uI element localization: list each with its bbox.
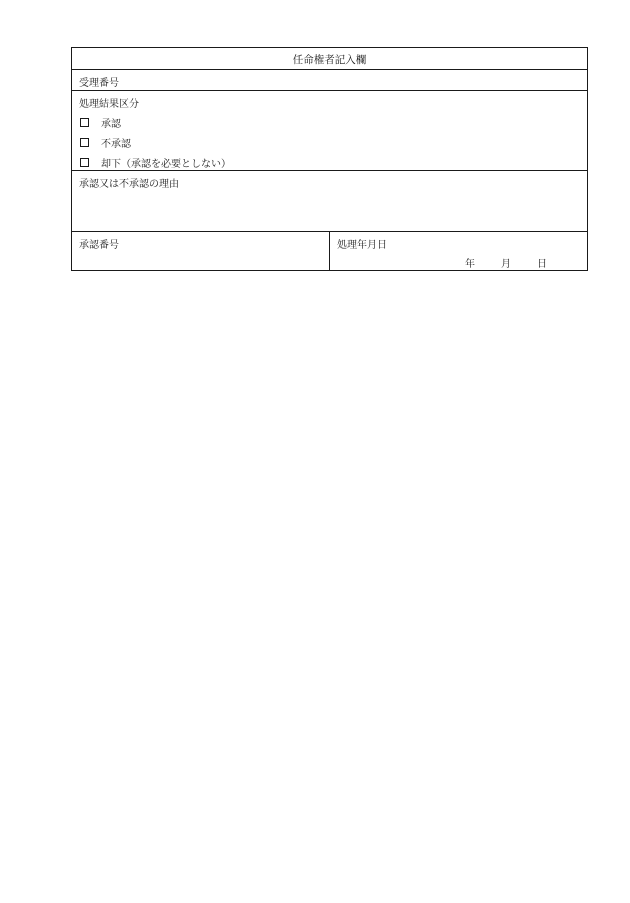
date-day-unit: 日 <box>537 259 547 270</box>
receipt-number-row[interactable] <box>72 70 587 91</box>
approval-number-cell[interactable] <box>72 232 330 270</box>
date-fields <box>465 255 547 270</box>
bottom-row <box>72 232 587 270</box>
checkbox-rejected[interactable] <box>80 158 89 167</box>
option-approved-label: 承認 <box>101 119 121 130</box>
reason-label: 承認又は不承認の理由 <box>79 179 179 190</box>
option-not-approved[interactable] <box>79 135 131 150</box>
date-month-unit: 月 <box>501 259 511 270</box>
checkbox-not-approved[interactable] <box>80 138 89 147</box>
processing-date-label: 処理年月日 <box>337 240 387 251</box>
option-rejected-label: 却下（承認を必要としない） <box>101 159 231 170</box>
checkbox-approved[interactable] <box>80 118 89 127</box>
processing-date-cell[interactable] <box>330 232 587 270</box>
option-rejected[interactable] <box>79 155 231 170</box>
result-category-label: 処理結果区分 <box>79 99 139 110</box>
form-title: 任命権者記入欄 <box>292 54 367 66</box>
reason-row[interactable] <box>72 171 587 232</box>
form-title-row <box>72 48 587 70</box>
option-approved[interactable] <box>79 115 121 130</box>
receipt-number-label: 受理番号 <box>79 78 119 89</box>
appointing-authority-form <box>71 47 588 271</box>
option-not-approved-label: 不承認 <box>101 139 131 150</box>
result-category-row <box>72 91 587 171</box>
date-year-unit: 年 <box>465 259 475 270</box>
approval-number-label: 承認番号 <box>79 240 119 251</box>
